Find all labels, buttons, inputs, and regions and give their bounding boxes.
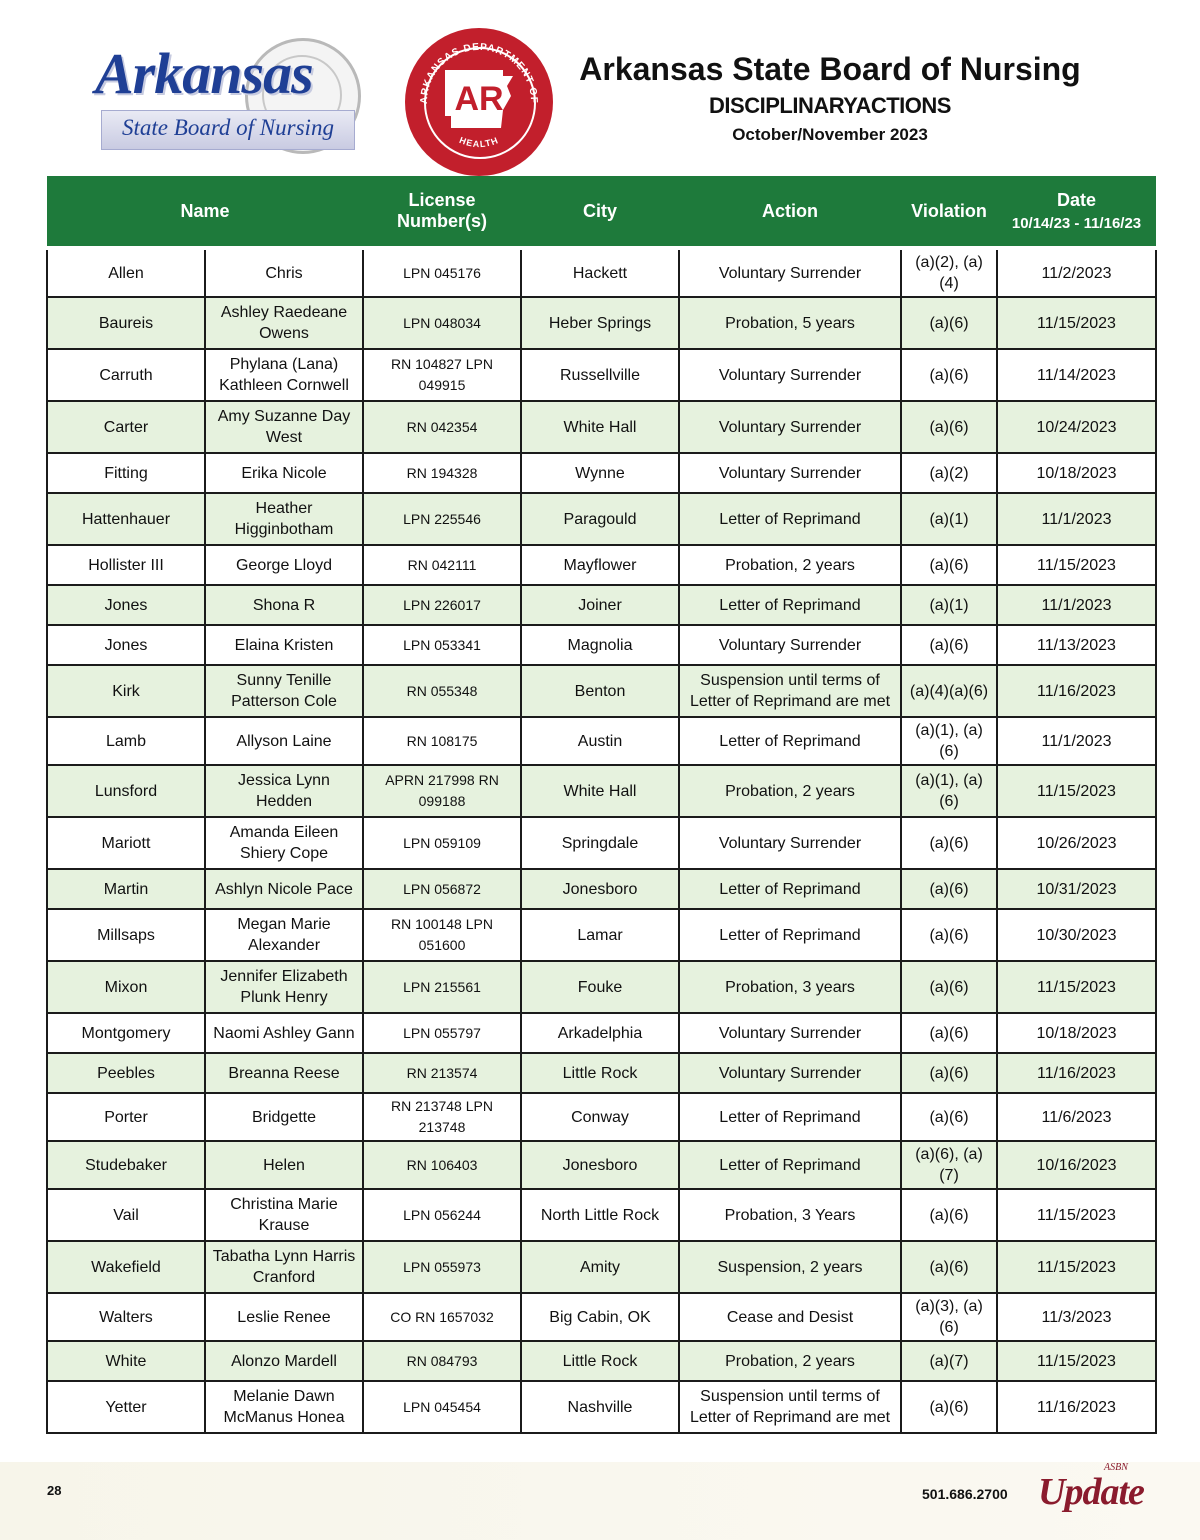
license-cell: RN 213748 LPN 213748 [363,1093,521,1141]
page-subtitle: DISCIPLINARYACTIONS [709,93,951,118]
violation-cell: (a)(6) [901,1053,997,1093]
action-cell: Voluntary Surrender [679,1013,901,1053]
action-cell: Suspension until terms of Letter of Reprimand are met [679,665,901,717]
city-cell: North Little Rock [521,1189,679,1241]
last-name-cell: Mixon [47,961,205,1013]
violation-cell: (a)(6) [901,625,997,665]
date-cell: 11/1/2023 [997,717,1156,765]
table-row [47,765,1156,817]
violation-cell: (a)(4)(a)(6) [901,665,997,717]
violation-cell: (a)(6) [901,297,997,349]
table-row [47,961,1156,1013]
action-cell: Voluntary Surrender [679,453,901,493]
first-name-cell: Melanie Dawn McManus Honea [205,1381,363,1433]
last-name-cell: Porter [47,1093,205,1141]
violation-cell: (a)(6) [901,869,997,909]
last-name-cell: Carruth [47,349,205,401]
table-row [47,1189,1156,1241]
first-name-cell: Shona R [205,585,363,625]
first-name-cell: Bridgette [205,1093,363,1141]
city-cell: Hackett [521,248,679,297]
column-header-license: License Number(s) [363,176,521,248]
date-cell: 11/15/2023 [997,765,1156,817]
violation-cell: (a)(7) [901,1341,997,1381]
column-header-city: City [521,176,679,248]
date-cell: 11/1/2023 [997,493,1156,545]
license-cell: LPN 225546 [363,493,521,545]
table-row [47,817,1156,869]
first-name-cell: Leslie Renee [205,1293,363,1341]
city-cell: Conway [521,1093,679,1141]
city-cell: Mayflower [521,545,679,585]
action-cell: Letter of Reprimand [679,1093,901,1141]
date-cell: 11/15/2023 [997,545,1156,585]
city-cell: Fouke [521,961,679,1013]
last-name-cell: Hattenhauer [47,493,205,545]
table-row [47,297,1156,349]
asbn-logo [95,38,360,148]
first-name-cell: Amanda Eileen Shiery Cope [205,817,363,869]
license-cell: LPN 056872 [363,869,521,909]
date-cell: 11/2/2023 [997,248,1156,297]
ring-text-bottom: HEALTH [457,135,501,150]
last-name-cell: Studebaker [47,1141,205,1189]
date-cell: 11/15/2023 [997,1189,1156,1241]
table-row [47,585,1156,625]
column-header-action: Action [679,176,901,248]
action-cell: Letter of Reprimand [679,1141,901,1189]
table-row [47,1293,1156,1341]
table-row [47,1241,1156,1293]
license-cell: LPN 055973 [363,1241,521,1293]
violation-cell: (a)(6) [901,817,997,869]
table-row [47,717,1156,765]
first-name-cell: Phylana (Lana) Kathleen Cornwell [205,349,363,401]
violation-cell: (a)(1), (a)(6) [901,765,997,817]
disciplinary-actions-table [46,176,1157,1434]
date-cell: 11/15/2023 [997,1241,1156,1293]
action-cell: Letter of Reprimand [679,585,901,625]
last-name-cell: Peebles [47,1053,205,1093]
report-period: October/November 2023 [732,125,928,144]
action-cell: Voluntary Surrender [679,817,901,869]
table-row [47,453,1156,493]
last-name-cell: Wakefield [47,1241,205,1293]
table-row [47,869,1156,909]
column-header-date [997,176,1156,248]
violation-cell: (a)(6) [901,961,997,1013]
last-name-cell: Hollister III [47,545,205,585]
action-cell: Voluntary Surrender [679,248,901,297]
ring-text-top: ARKANSAS DEPARTMENT OF [418,41,540,105]
logo-word: Arkansas [95,41,313,106]
city-cell: Amity [521,1241,679,1293]
last-name-cell: Jones [47,585,205,625]
first-name-cell: Amy Suzanne Day West [205,401,363,453]
date-cell: 11/15/2023 [997,961,1156,1013]
city-cell: Austin [521,717,679,765]
action-cell: Letter of Reprimand [679,493,901,545]
license-cell: LPN 059109 [363,817,521,869]
last-name-cell: Martin [47,869,205,909]
action-cell: Voluntary Surrender [679,1053,901,1093]
table-row [47,401,1156,453]
license-cell: RN 194328 [363,453,521,493]
city-cell: Lamar [521,909,679,961]
license-cell: RN 213574 [363,1053,521,1093]
date-cell: 10/26/2023 [997,817,1156,869]
last-name-cell: Millsaps [47,909,205,961]
violation-cell: (a)(3), (a)(6) [901,1293,997,1341]
city-cell: Jonesboro [521,869,679,909]
violation-cell: (a)(6) [901,545,997,585]
action-cell: Probation, 3 Years [679,1189,901,1241]
action-cell: Suspension, 2 years [679,1241,901,1293]
license-cell: LPN 045176 [363,248,521,297]
arkansas-state-icon [441,66,517,132]
action-cell: Probation, 2 years [679,765,901,817]
table-row [47,1013,1156,1053]
action-cell: Voluntary Surrender [679,349,901,401]
table-row [47,248,1156,297]
first-name-cell: Helen [205,1141,363,1189]
city-cell: Jonesboro [521,1141,679,1189]
table-row [47,349,1156,401]
date-cell: 11/16/2023 [997,1053,1156,1093]
date-cell: 11/3/2023 [997,1293,1156,1341]
date-cell: 11/14/2023 [997,349,1156,401]
last-name-cell: Baureis [47,297,205,349]
first-name-cell: Jessica Lynn Hedden [205,765,363,817]
title-block [560,48,1100,148]
last-name-cell: Montgomery [47,1013,205,1053]
last-name-cell: Jones [47,625,205,665]
date-cell: 10/18/2023 [997,1013,1156,1053]
first-name-cell: Tabatha Lynn Harris Cranford [205,1241,363,1293]
date-cell: 10/24/2023 [997,401,1156,453]
date-header-label: Date [1056,190,1096,210]
violation-cell: (a)(6), (a)(7) [901,1141,997,1189]
action-cell: Voluntary Surrender [679,625,901,665]
table-row [47,545,1156,585]
action-cell: Letter of Reprimand [679,717,901,765]
city-cell: Magnolia [521,625,679,665]
violation-cell: (a)(2) [901,453,997,493]
last-name-cell: Fitting [47,453,205,493]
last-name-cell: Walters [47,1293,205,1341]
action-cell: Letter of Reprimand [679,909,901,961]
city-cell: Wynne [521,453,679,493]
city-cell: Heber Springs [521,297,679,349]
violation-cell: (a)(1) [901,585,997,625]
table-row [47,1053,1156,1093]
action-cell: Voluntary Surrender [679,401,901,453]
date-range: 10/14/23 - 11/16/23 [1011,215,1142,232]
update-logo-small: ASBN [1104,1462,1128,1473]
last-name-cell: Kirk [47,665,205,717]
table-row [47,909,1156,961]
city-cell: Paragould [521,493,679,545]
first-name-cell: Erika Nicole [205,453,363,493]
action-cell: Probation, 5 years [679,297,901,349]
license-cell: LPN 053341 [363,625,521,665]
license-cell: RN 108175 [363,717,521,765]
license-cell: RN 055348 [363,665,521,717]
city-cell: Little Rock [521,1341,679,1381]
violation-cell: (a)(6) [901,1013,997,1053]
action-cell: Probation, 2 years [679,545,901,585]
last-name-cell: Allen [47,248,205,297]
date-cell: 10/18/2023 [997,453,1156,493]
update-logo-word: Update [1038,1471,1144,1513]
violation-cell: (a)(6) [901,349,997,401]
violation-cell: (a)(1) [901,493,997,545]
last-name-cell: Lunsford [47,765,205,817]
city-cell: White Hall [521,401,679,453]
first-name-cell: Sunny Tenille Patterson Cole [205,665,363,717]
license-cell: CO RN 1657032 [363,1293,521,1341]
health-department-logo [405,28,553,176]
table-row [47,1093,1156,1141]
page-number: 28 [47,1483,62,1498]
first-name-cell: Jennifer Elizabeth Plunk Henry [205,961,363,1013]
license-cell: LPN 045454 [363,1381,521,1433]
page-header [0,0,1200,180]
violation-cell: (a)(6) [901,1241,997,1293]
last-name-cell: Lamb [47,717,205,765]
footer-band [0,1462,1200,1540]
city-cell: White Hall [521,765,679,817]
first-name-cell: Megan Marie Alexander [205,909,363,961]
license-cell: RN 042354 [363,401,521,453]
table-row [47,1341,1156,1381]
date-cell: 11/1/2023 [997,585,1156,625]
violation-cell: (a)(2), (a)(4) [901,248,997,297]
date-cell: 11/16/2023 [997,1381,1156,1433]
table-row [47,493,1156,545]
date-cell: 11/6/2023 [997,1093,1156,1141]
logo-subtitle: State Board of Nursing [122,115,334,140]
city-cell: Big Cabin, OK [521,1293,679,1341]
city-cell: Arkadelphia [521,1013,679,1053]
table-row [47,665,1156,717]
date-cell: 11/15/2023 [997,297,1156,349]
license-cell: RN 106403 [363,1141,521,1189]
last-name-cell: Yetter [47,1381,205,1433]
city-cell: Benton [521,665,679,717]
table-row [47,1381,1156,1433]
city-cell: Russellville [521,349,679,401]
page-title: Arkansas State Board of Nursing [579,51,1081,87]
first-name-cell: Alonzo Mardell [205,1341,363,1381]
license-cell: LPN 215561 [363,961,521,1013]
city-cell: Joiner [521,585,679,625]
action-cell: Probation, 3 years [679,961,901,1013]
date-cell: 10/16/2023 [997,1141,1156,1189]
first-name-cell: Breanna Reese [205,1053,363,1093]
date-cell: 11/13/2023 [997,625,1156,665]
city-cell: Little Rock [521,1053,679,1093]
ar-mark: AR [454,80,504,118]
first-name-cell: Heather Higginbotham [205,493,363,545]
last-name-cell: Carter [47,401,205,453]
action-cell: Suspension until terms of Letter of Reprimand are met [679,1381,901,1433]
last-name-cell: Mariott [47,817,205,869]
violation-cell: (a)(6) [901,1189,997,1241]
action-cell: Letter of Reprimand [679,869,901,909]
date-cell: 11/15/2023 [997,1341,1156,1381]
first-name-cell: Elaina Kristen [205,625,363,665]
date-cell: 10/31/2023 [997,869,1156,909]
license-cell: LPN 055797 [363,1013,521,1053]
license-cell: LPN 048034 [363,297,521,349]
last-name-cell: Vail [47,1189,205,1241]
first-name-cell: Naomi Ashley Gann [205,1013,363,1053]
first-name-cell: Ashley Raedeane Owens [205,297,363,349]
date-cell: 11/16/2023 [997,665,1156,717]
table-row [47,625,1156,665]
city-cell: Nashville [521,1381,679,1433]
action-cell: Probation, 2 years [679,1341,901,1381]
license-cell: RN 042111 [363,545,521,585]
action-cell: Cease and Desist [679,1293,901,1341]
violation-cell: (a)(6) [901,1093,997,1141]
license-cell: RN 084793 [363,1341,521,1381]
violation-cell: (a)(6) [901,909,997,961]
violation-cell: (a)(6) [901,1381,997,1433]
violation-cell: (a)(1), (a)(6) [901,717,997,765]
license-cell: APRN 217998 RN 099188 [363,765,521,817]
license-cell: RN 100148 LPN 051600 [363,909,521,961]
column-header-name: Name [47,176,363,248]
city-cell: Springdale [521,817,679,869]
column-header-violation: Violation [901,176,997,248]
first-name-cell: George Lloyd [205,545,363,585]
asbn-update-logo [1038,1462,1168,1512]
first-name-cell: Allyson Laine [205,717,363,765]
logo-band [101,110,355,150]
phone-number: 501.686.2700 [922,1486,1008,1502]
last-name-cell: White [47,1341,205,1381]
date-cell: 10/30/2023 [997,909,1156,961]
license-cell: RN 104827 LPN 049915 [363,349,521,401]
license-cell: LPN 226017 [363,585,521,625]
first-name-cell: Ashlyn Nicole Pace [205,869,363,909]
violation-cell: (a)(6) [901,401,997,453]
first-name-cell: Christina Marie Krause [205,1189,363,1241]
table-row [47,1141,1156,1189]
license-cell: LPN 056244 [363,1189,521,1241]
first-name-cell: Chris [205,248,363,297]
table-header-row [47,176,1156,248]
